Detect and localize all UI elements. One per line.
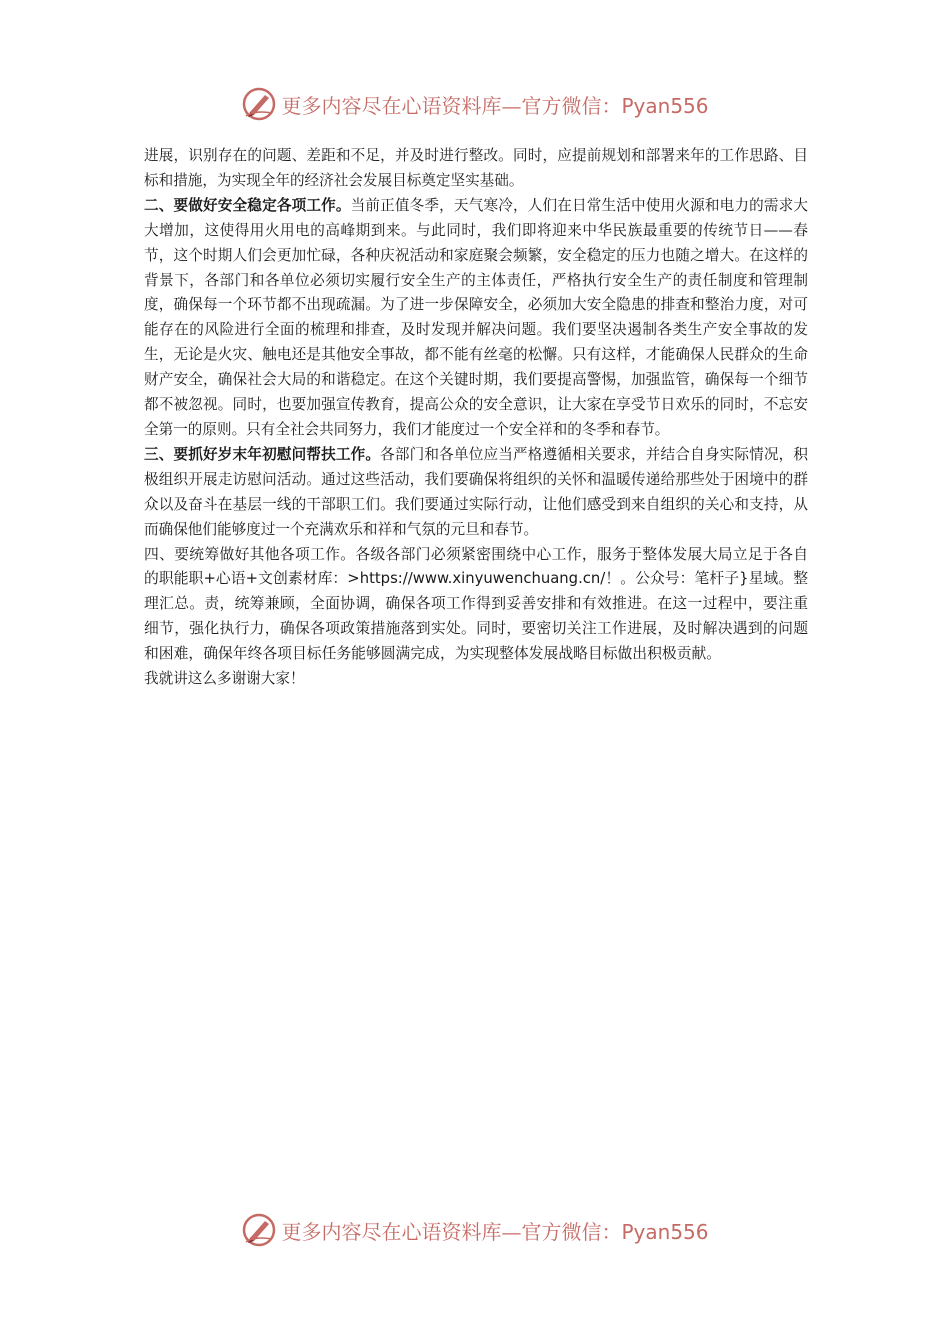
footer-watermark-banner <box>0 1208 950 1252</box>
paragraph-condolence-body: 各部门和各单位应当严格遵循相关要求，并结合自身实际情况，积极组织开展走访慰问活动。通过这些活动，我们要确保将组织的关怀和温暖传递给那些处于困境中的群众以及奋斗在基层一线的干部职工们。我们要通过实际行动，让他们感受到来自组织的关心和支持，从而确保他们能够度过一个充满欢乐和祥和气氛的元旦和春节。 <box>144 445 808 538</box>
document-body <box>144 144 808 692</box>
paragraph-other-work: 四、要统筹做好其他各项工作。各级各部门必须紧密围绕中心工作，服务于整体发展大局立足于各自的职能职+心语+文创素材库：>https://www.xinyuwenchuang.cn/！。公众号：笔杆子}星域。整理汇总。责，统筹兼顾，全面协调，确保各项工作得到妥善安排和有效推进。在这一过程中，要注重细节，强化执行力，确保各项政策措施落到实处。同时，要密切关注工作进展，及时解决遇到的问题和困难，确保年终各项目标任务能够圆满完成，为实现整体发展战略目标做出积极贡献。 <box>144 545 808 663</box>
paragraph-continuation: 进展，识别存在的问题、差距和不足，并及时进行整改。同时，应提前规划和部署来年的工作思路、目标和措施，为实现全年的经济社会发展目标奠定坚实基础。 <box>144 147 808 189</box>
paragraph-safety <box>144 194 808 443</box>
banner-text: 更多内容尽在心语资料库—官方微信：Pyan556 <box>281 93 709 118</box>
paragraph-closing: 我就讲这么多谢谢大家！ <box>144 670 305 688</box>
heading-safety: 二、要做好安全稳定各项工作。 <box>144 196 351 214</box>
paragraph-safety-body: 当前正值冬季，天气寒冷，人们在日常生活中使用火源和电力的需求大大增加，这使得用火用电的高峰期到来。与此同时，我们即将迎来中华民族最重要的传统节日——春节，这个时期人们会更加忙碌，各种庆祝活动和家庭聚会频繁，安全稳定的压力也随之增大。在这样的背景下，各部门和各单位必须切实履行安全生产的主体责任，严格执行安全生产的责任制度和管理制度，确保每一个环节都不出现疏漏。为了进一步保障安全，必须加大安全隐患的排查和整治力度，对可能存在的风险进行全面的梳理和排查，及时发现并解决问题。我们要坚决遏制各类生产安全事故的发生，无论是火灾、触电还是其他安全事故，都不能有丝毫的松懈。只有这样，才能确保人民群众的生命财产安全，确保社会大局的和谐稳定。在这个关键时期，我们要提高警惕，加强监管，确保每一个细节都不被忽视。同时，也要加强宣传教育，提高公众的安全意识，让大家在享受节日欢乐的同时，不忘安全第一的原则。只有全社会共同努力，我们才能度过一个安全祥和的冬季和春节。 <box>144 196 808 438</box>
header-watermark-banner <box>0 82 950 126</box>
pen-logo-icon <box>241 86 277 122</box>
pen-logo-icon <box>241 1212 277 1248</box>
heading-condolence: 三、要抓好岁末年初慰问帮扶工作。 <box>144 445 381 463</box>
paragraph-condolence <box>144 443 808 543</box>
banner-text: 更多内容尽在心语资料库—官方微信：Pyan556 <box>281 1219 709 1244</box>
